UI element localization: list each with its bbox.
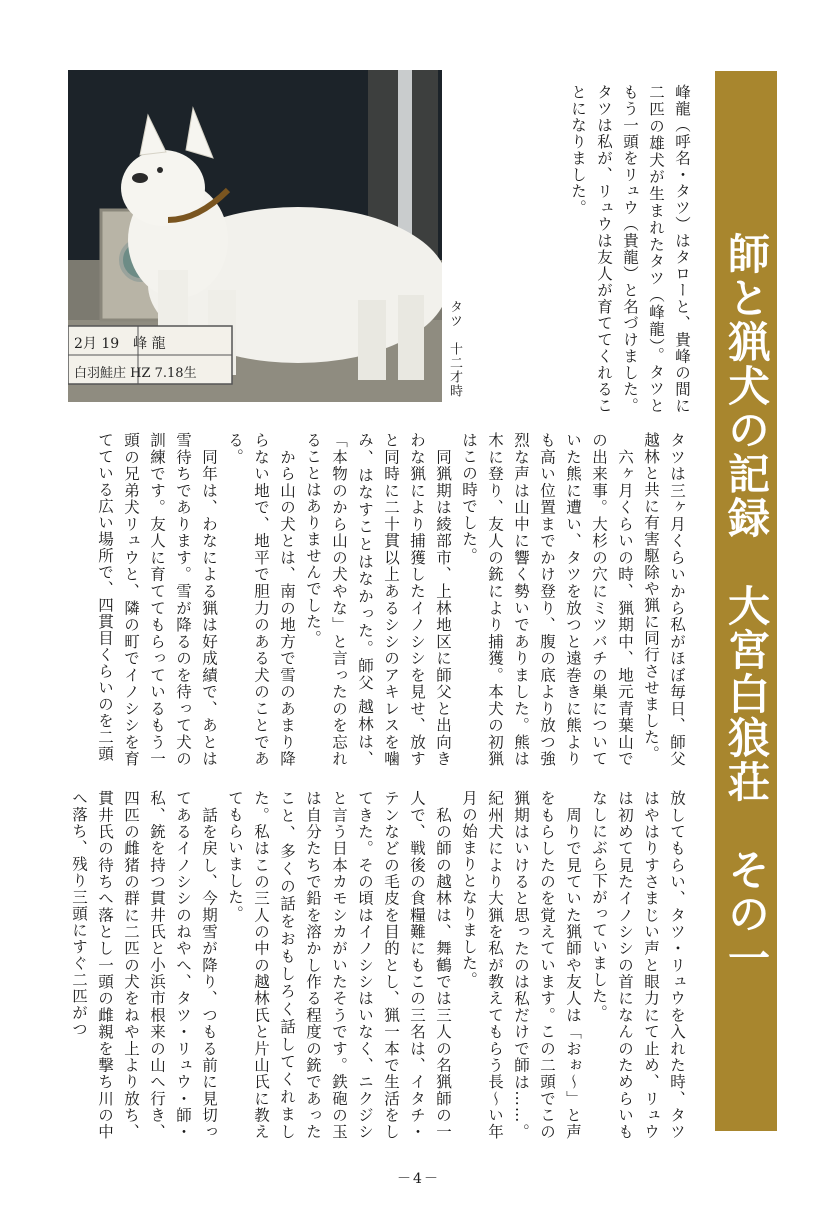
plate-line2: 白羽鮭庄 HZ 7.18生 — [74, 366, 197, 381]
intro-paragraph: 峰龍（呼名・タツ）はタローと、貴峰の間に二匹の雄犬が生まれたタツ（峰龍）。タツともう一頭をリュウ（貴龍）と名づけました。タツは私が、リュウは友人が育ててくれることになりました。 — [569, 84, 691, 414]
page-title: 師と猟犬の記録 大宮白狼荘 その一 — [722, 232, 771, 980]
body-text-middle: タツは三ヶ月くらいから私がほぼ毎日、師父 越林と共に有害駆除や猟に同行させました。 六ヶ月くらいの時、猟期中、地元青葉山での出来事。大杉の穴にミツバチの巣について いた熊に遭い、タツを放つと遠巻きに熊よりも高い位置までかけ登り、腹の底より放つ強烈な声は山中に響く勢いでありました。熊は木に登り、友人の銃により捕獲。本犬の初猟はこの時でした。 同猟期は綾部市、上林地区に師父と出向きわな猟により捕獲したイノシシを見せ、放すと同時に二十貫以上あるシシのアキレスを噛み、はなすことはなかった。師父 越林は、「本物のから山の犬やな」と言ったのを忘れることはありませんでした。 から山の犬とは、南の地方で雪のあまり降らない地で、地平で胆力のある犬のことである。 同年は、わなによる猟は好成績で、あとは雪待ちであります。雪が降るのを待って犬の訓練です。友人に育ててもらっているもう一頭の兄弟犬リュウと、隣の町でイノシシを育てている広い場所で、四貫目くらいのを二頭 — [96, 432, 686, 767]
photo-caption: タツ 十二才時 — [447, 300, 462, 398]
dog-photo — [68, 70, 442, 402]
plate-line1: 2月 19 峰 龍 — [74, 336, 166, 352]
body-text-bottom: 放してもらい、タツ・リュウを入れた時、タツはやはりすさまじい声と眼力にて止め、リュウは初めて見たイノシシの首になんのためらいもなしにぶら下がっていました。 周りで見ていた猟師や友人は「おぉ〜」と声をもらしたのを覚えています。この二頭でこの猟期はいけると思ったのは私だけで師は……。紀州犬により大猟を私が教えてもらう長〜い年月の始まりとなりました。 私の師の越林は、舞鶴では三人の名猟師の一人で、戦後の食糧難にもこの三名は、イタチ・テンなどの毛皮を目的とし、猟一本で生活をしてきた。その頃はイノシシはいなく、ニクジシと言う日本カモシカがいたそうです。鉄砲の玉は自分たちで鉛を溶かし作る程度の銃であったこと、多くの話をおもしろく話してくれました。私はこの三人の中の越林氏と片山氏に教えてもらいました。 話を戻し、今期雪が降り、つもる前に見切ってあるイノシシのねやへ、タツ・リュウ・師・私、銃を持つ貫井氏と小浜市根来の山へ行き、四匹の雌猪の群に二匹の犬をねや上より放ち、貫井氏の待ちへ落とし一頭の雌親を撃ち川の中へ落ち、残り三頭にすぐ二匹がつ — [70, 790, 686, 1140]
page-number: －4－ — [397, 1171, 440, 1187]
